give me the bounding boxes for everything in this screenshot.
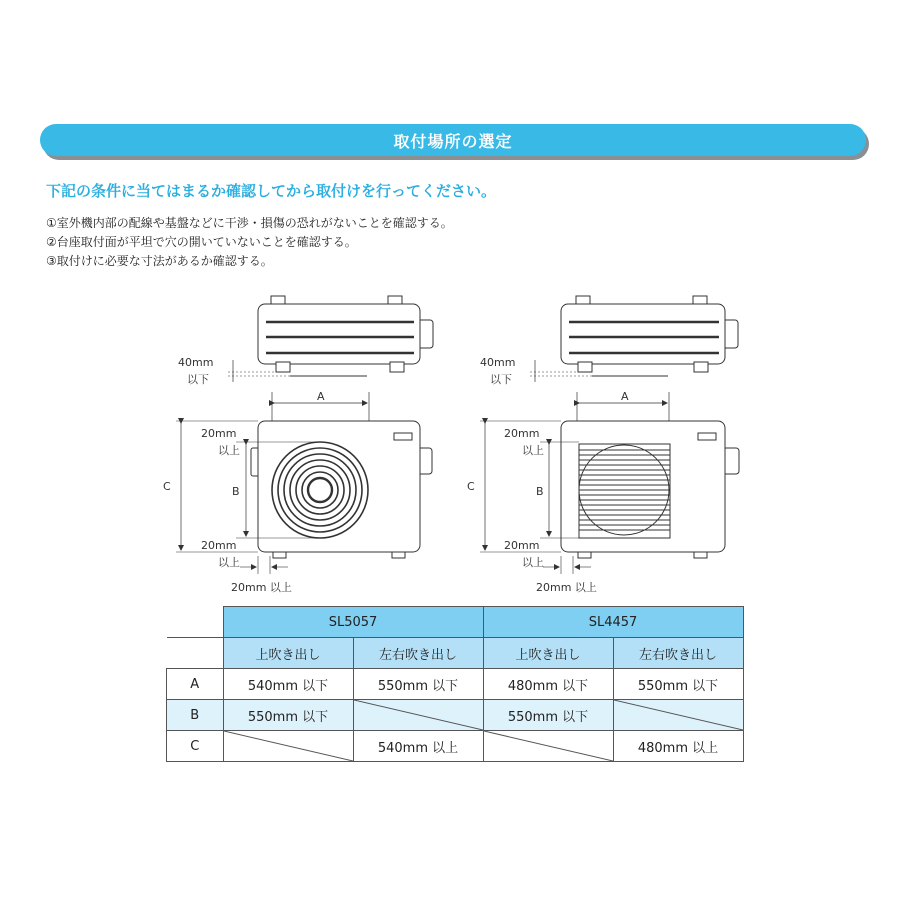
dim-a-label: A bbox=[317, 390, 325, 403]
diagram-sl4457 bbox=[467, 296, 739, 594]
table-cell: 550mm 以下 bbox=[613, 669, 743, 700]
bottom-margin-label: 20mm bbox=[504, 539, 540, 552]
section-title-banner bbox=[40, 124, 866, 156]
sub-header: 左右吹き出し bbox=[613, 638, 743, 669]
table-row bbox=[167, 731, 744, 762]
table-cell: 480mm 以下 bbox=[483, 669, 613, 700]
condition-item: ③取付けに必要な寸法があるか確認する。 bbox=[46, 254, 273, 268]
not-applicable-cell bbox=[353, 700, 483, 731]
row-label: C bbox=[167, 731, 224, 762]
top-margin-sub-label: 以上 bbox=[522, 444, 544, 457]
condition-item: ②台座取付面が平坦で穴の開いていないことを確認する。 bbox=[46, 235, 357, 249]
top-margin-label: 20mm bbox=[504, 427, 540, 440]
row-label: B bbox=[167, 700, 224, 731]
sub-header: 上吹き出し bbox=[223, 638, 353, 669]
dim-b-label: B bbox=[232, 485, 240, 498]
section-title: 取付場所の選定 bbox=[393, 131, 513, 151]
top-gap-sub-label: 以下 bbox=[490, 373, 512, 386]
side-margin-label: 20mm 以上 bbox=[231, 581, 292, 594]
top-view-unit bbox=[258, 296, 433, 376]
top-gap-label: 40mm bbox=[178, 356, 214, 369]
not-applicable-cell bbox=[223, 731, 353, 762]
bottom-margin-sub-label: 以上 bbox=[522, 556, 544, 569]
side-margin-label: 20mm 以上 bbox=[536, 581, 597, 594]
lead-text: 下記の条件に当てはまるか確認してから取付けを行ってください。 bbox=[46, 182, 497, 200]
unit-diagrams bbox=[0, 280, 900, 600]
table-corner-cell bbox=[167, 638, 224, 669]
dim-c-label: C bbox=[467, 480, 475, 493]
table-cell: 550mm 以下 bbox=[353, 669, 483, 700]
table-cell: 550mm 以下 bbox=[483, 700, 613, 731]
dim-c-label: C bbox=[163, 480, 171, 493]
row-label: A bbox=[167, 669, 224, 700]
sub-header: 左右吹き出し bbox=[353, 638, 483, 669]
top-margin-sub-label: 以上 bbox=[218, 444, 240, 457]
table-corner-cell bbox=[167, 607, 224, 638]
table-cell: 480mm 以上 bbox=[613, 731, 743, 762]
top-view-unit bbox=[561, 296, 738, 376]
top-gap-sub-label: 以下 bbox=[187, 373, 209, 386]
table-row bbox=[167, 700, 744, 731]
model-header-sl4457: SL4457 bbox=[483, 607, 743, 638]
table-cell: 550mm 以下 bbox=[223, 700, 353, 731]
not-applicable-cell bbox=[613, 700, 743, 731]
dim-b-label: B bbox=[536, 485, 544, 498]
not-applicable-cell bbox=[483, 731, 613, 762]
table-cell: 540mm 以下 bbox=[223, 669, 353, 700]
dimension-table bbox=[166, 606, 744, 762]
top-gap-label: 40mm bbox=[480, 356, 516, 369]
table-row bbox=[167, 669, 744, 700]
diagram-sl5057 bbox=[163, 296, 433, 594]
dim-a-label: A bbox=[621, 390, 629, 403]
bottom-margin-sub-label: 以上 bbox=[218, 556, 240, 569]
sub-header: 上吹き出し bbox=[483, 638, 613, 669]
condition-item: ①室外機内部の配線や基盤などに干渉・損傷の恐れがないことを確認する。 bbox=[46, 216, 453, 230]
table-cell: 540mm 以上 bbox=[353, 731, 483, 762]
top-margin-label: 20mm bbox=[201, 427, 237, 440]
condition-list bbox=[46, 214, 453, 271]
fan-grille bbox=[579, 444, 670, 538]
bottom-margin-label: 20mm bbox=[201, 539, 237, 552]
model-header-sl5057: SL5057 bbox=[223, 607, 483, 638]
